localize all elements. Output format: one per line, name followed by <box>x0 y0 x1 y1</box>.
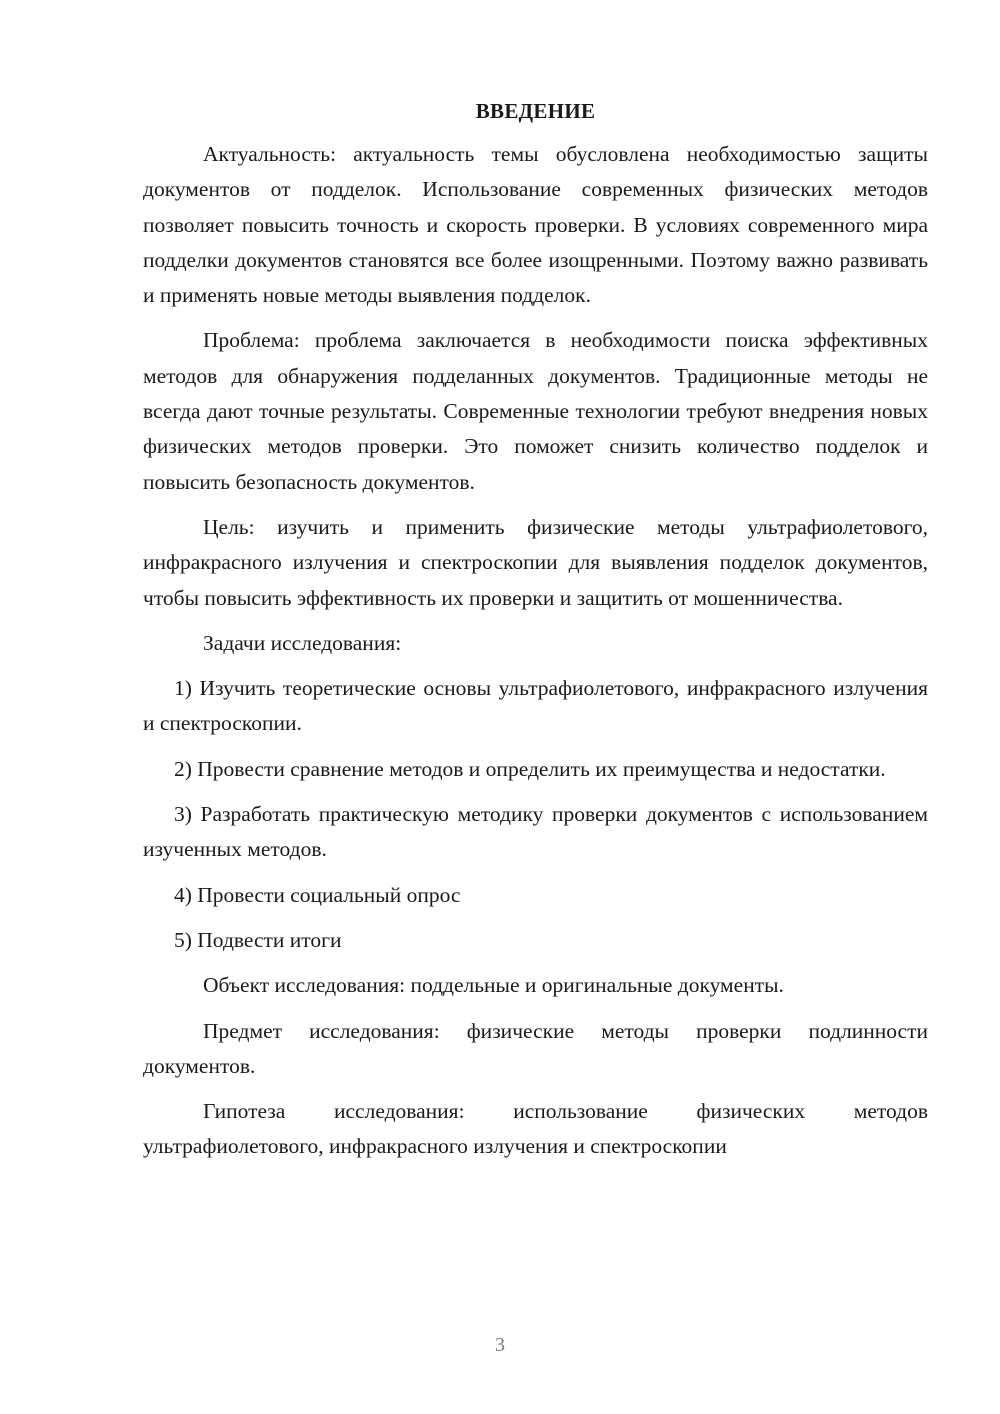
task-item-5: 5) Подвести итоги <box>174 927 342 952</box>
task-item-1: 1) Изучить теоретические основы ультрафиолетового, инфракрасного излучения и спектроскопии. <box>143 676 928 736</box>
goal-paragraph: Цель: изучить и применить физические методы ультрафиолетового, инфракрасного излучения и спектроскопии для выявления подделок документов, чтобы повысить эффективность их проверки и защитить от мошенничества. <box>143 514 928 610</box>
task-item-4: 4) Провести социальный опрос <box>174 882 461 907</box>
research-object-paragraph: Объект исследования: поддельные и оригинальные документы. <box>203 973 784 998</box>
research-subject-paragraph: Предмет исследования: физические методы проверки подлинности документов. <box>143 1018 928 1078</box>
problem-paragraph: Проблема: проблема заключается в необходимости поиска эффективных методов для обнаружения подделанных документов. Традиционные методы не всегда дают точные результаты. Современные технологии требуют внедрения новых физических методов проверки. Это поможет снизить количество подделок и повысить безопасность документов. <box>143 328 928 494</box>
task-item-3: 3) Разработать практическую методику проверки документов с использованием изученных методов. <box>143 802 928 862</box>
page-number: 3 <box>495 1334 505 1356</box>
document-body <box>143 94 928 1175</box>
tasks-heading: Задачи исследования: <box>203 630 402 655</box>
page-title: ВВЕДЕНИЕ <box>475 99 596 123</box>
task-item-2: 2) Провести сравнение методов и определить их преимущества и недостатки. <box>174 756 886 781</box>
hypothesis-paragraph: Гипотеза исследования: использование физических методов ультрафиолетового, инфракрасного излучения и спектроскопии <box>143 1099 928 1159</box>
relevance-paragraph: Актуальность: актуальность темы обусловлена необходимостью защиты документов от подделок. Использование современных физических методов позволяет повысить точность и скорость проверки. В условиях современного мира подделки документов становятся все более изощренными. Поэтому важно развивать и применять новые методы выявления подделок. <box>143 142 928 308</box>
